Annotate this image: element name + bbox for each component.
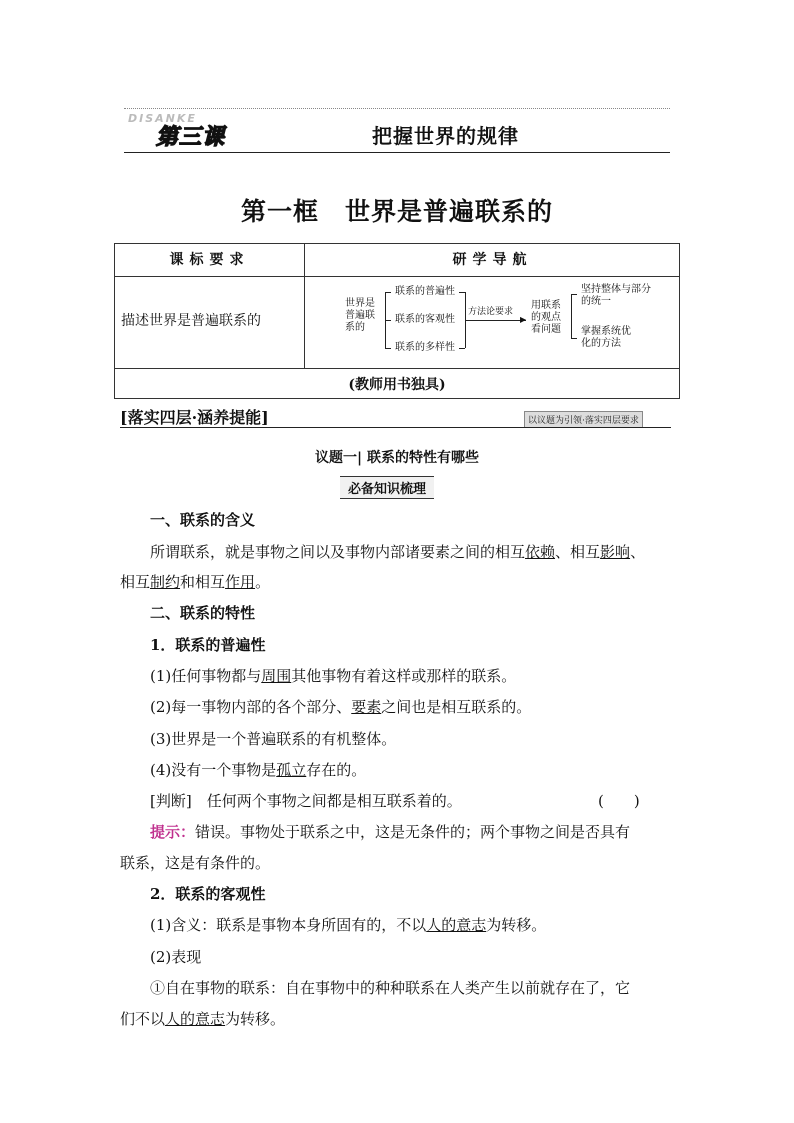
underlined-term: 人的意志 [165, 1010, 226, 1028]
heading-meaning: 一、联系的含义 [150, 511, 256, 529]
topic-title: 议题一| 联系的特性有哪些 [315, 450, 479, 466]
lesson-logo: 第三课 [156, 125, 226, 150]
underlined-term: 依赖 [525, 543, 556, 561]
diagram-arrow [466, 320, 526, 321]
section-rule [120, 427, 671, 428]
heading-objectivity: 2．联系的客观性 [150, 885, 266, 903]
list-item: ①自在事物的联系：自在事物中的种种联系在人类产生以前就存在了，它 [150, 979, 631, 997]
diagram-bracket [571, 294, 572, 338]
requirement-cell: 描述世界是普遍联系的 [121, 313, 261, 329]
text: 错误。事物处于联系之中，这是无条件的；两个事物之间是否具有 [195, 823, 631, 841]
header-rule [124, 152, 670, 153]
list-item: (3)世界是一个普遍联系的有机整体。 [150, 730, 397, 748]
subsection-tag: 必备知识梳理 [340, 476, 434, 499]
text: 为转移。 [486, 916, 547, 934]
text: 相互 [120, 573, 151, 591]
diagram-branch: 联系的客观性 [395, 314, 455, 325]
diagram-bracket [459, 348, 465, 349]
table-header-requirements: 课标要求 [169, 252, 250, 268]
diagram-bracket [459, 292, 465, 293]
answer-blank: ( ) [598, 792, 640, 810]
text: 。 [255, 573, 271, 591]
diagram-bracket [385, 292, 391, 293]
underlined-term: 孤立 [276, 761, 307, 779]
heading-universality: 1．联系的普遍性 [150, 636, 266, 654]
section-title: [落实四层·涵养提能] [120, 408, 269, 427]
underlined-term: 制约 [150, 573, 181, 591]
paragraph-definition [150, 541, 645, 562]
text: 其他事物有着这样或那样的联系。 [291, 667, 517, 685]
text: 为转移。 [225, 1010, 286, 1028]
diagram-root: 世界是普遍联系的 [345, 298, 375, 333]
table-divider [115, 368, 679, 369]
text: (1)任何事物都与 [150, 667, 262, 685]
header-dotted-rule [124, 108, 670, 109]
hint-paragraph [150, 821, 630, 842]
diagram-result: 掌握系统优化的方法 [581, 326, 631, 349]
table-footer: (教师用书独具) [348, 377, 446, 393]
diagram-middle: 用联系的观点看问题 [531, 300, 561, 335]
underlined-term: 人的意志 [426, 916, 487, 934]
list-item [150, 759, 366, 780]
text: (4)没有一个事物是 [150, 761, 277, 779]
diagram-bracket [385, 348, 391, 349]
text: (1)含义：联系是事物本身所固有的，不以 [150, 916, 427, 934]
diagram-arrow-label: 方法论要求 [468, 307, 514, 317]
page-title: 第一框 世界是普遍联系的 [240, 197, 553, 226]
lesson-title: 把握世界的规律 [372, 124, 519, 148]
list-item [150, 696, 531, 717]
text: 和相互 [180, 573, 226, 591]
section-tag: 以议题为引领·落实四层要求 [524, 411, 643, 428]
text: 所谓联系，就是事物之间以及事物内部诸要素之间的相互 [150, 543, 526, 561]
text: 、 [630, 543, 646, 561]
heading-properties: 二、联系的特性 [150, 604, 256, 622]
text: 之间也是相互联系的。 [381, 698, 532, 716]
arrow-head-icon: ▶ [520, 315, 527, 324]
text: (2)每一事物内部的各个部分、 [150, 698, 352, 716]
list-item-cont [120, 1008, 285, 1029]
underlined-term: 作用 [225, 573, 256, 591]
list-item [150, 665, 516, 686]
underlined-term: 要素 [351, 698, 382, 716]
diagram-branch: 联系的多样性 [395, 342, 455, 353]
overview-table [114, 243, 680, 399]
text: 存在的。 [306, 761, 367, 779]
list-item: (2)表现 [150, 948, 202, 966]
table-divider [115, 276, 679, 277]
paragraph-definition-cont [120, 571, 270, 592]
underlined-term: 影响 [600, 543, 631, 561]
diagram-result: 坚持整体与部分的统一 [581, 284, 651, 307]
underlined-term: 周围 [261, 667, 292, 685]
hint-label: 提示： [150, 823, 196, 841]
diagram-bracket [385, 320, 391, 321]
table-header-guide: 研学导航 [452, 252, 533, 268]
text: 们不以 [120, 1010, 166, 1028]
diagram-bracket [571, 294, 577, 295]
logo-latin: DISANKE [128, 112, 197, 125]
diagram-branch: 联系的普遍性 [395, 286, 455, 297]
hint-paragraph-cont: 联系，这是有条件的。 [120, 854, 271, 872]
diagram-bracket [571, 338, 577, 339]
text: 、相互 [555, 543, 601, 561]
list-item [150, 914, 546, 935]
judgement-question: [判断] 任何两个事物之间都是相互联系着的。 [150, 792, 462, 810]
